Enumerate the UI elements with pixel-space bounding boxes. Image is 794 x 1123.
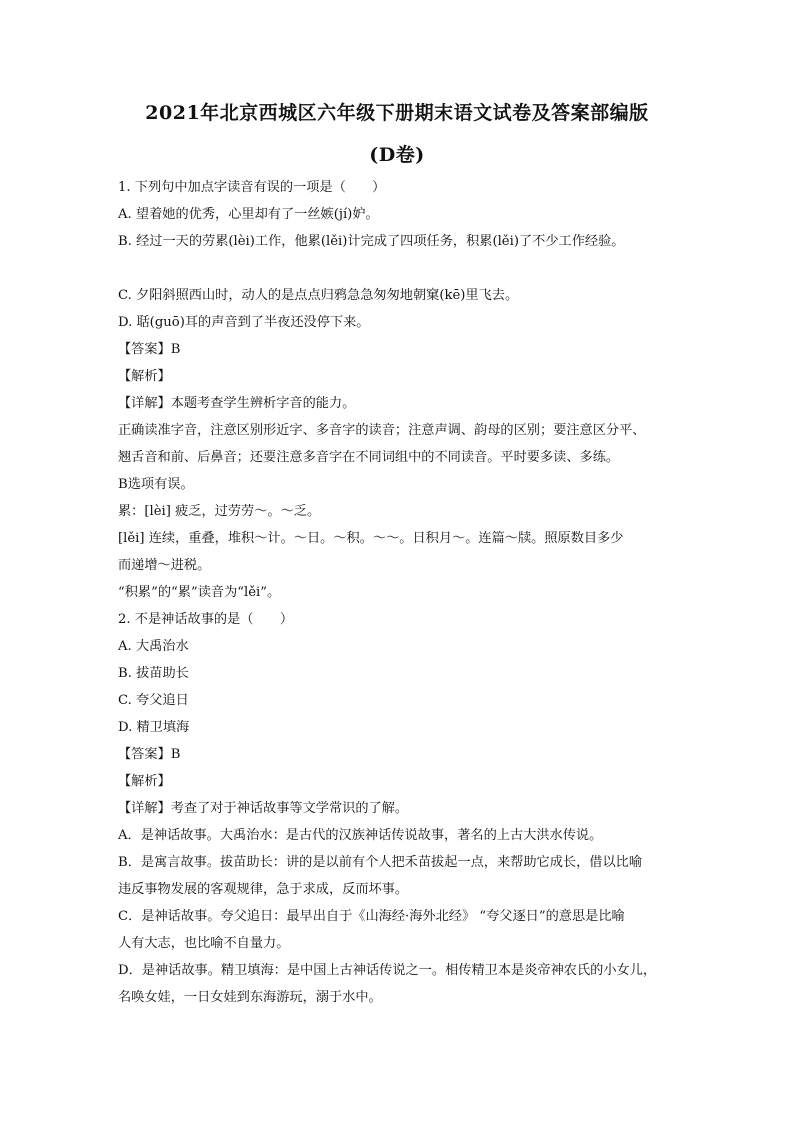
detail-text: 而递增～进税。 bbox=[118, 558, 211, 573]
question-1-option-d: D. 聒(guō)耳的声音到了半夜还没停下来。 bbox=[118, 315, 370, 330]
detail-text: 翘舌音和前、后鼻音；还要注意多音字在不同词组中的不同读音。平时要多读、多练。 bbox=[118, 450, 620, 465]
detail-text: “积累”的“累”读音为“lěi”。 bbox=[118, 585, 281, 600]
detail-text: C．是神话故事。夸父追日：最早出自于《山海经·海外北经》 “夸父逐日”的意思是比喻 bbox=[118, 909, 625, 924]
detail-text: B．是寓言故事。拔苗助长：讲的是以前有个人把禾苗拔起一点，来帮助它成长，借以比喻 bbox=[118, 855, 642, 870]
document-title: 2021年北京西城区六年级下册期末语文试卷及答案部编版 bbox=[145, 102, 649, 124]
detail-text: D．是神话故事。精卫填海：是中国上古神话传说之一。相传精卫本是炎帝神农氏的小女儿， bbox=[118, 963, 657, 978]
document-body bbox=[118, 178, 698, 1015]
detail-text: 名唤女娃，一日女娃到东海游玩，溺于水中。 bbox=[118, 990, 382, 1005]
analysis-label: 【解析】 bbox=[118, 774, 171, 789]
question-2-option-a: A. 大禹治水 bbox=[118, 639, 189, 654]
detail-text: A．是神话故事。大禹治水：是古代的汉族神话传说故事，著名的上古大洪水传说。 bbox=[118, 828, 603, 843]
analysis-label: 【解析】 bbox=[118, 369, 171, 384]
detail-text: B选项有误。 bbox=[118, 477, 194, 492]
answer-label: 【答案】B bbox=[118, 747, 181, 762]
question-1-option-a: A. 望着她的优秀，心里却有了一丝嫉(jí)妒。 bbox=[118, 207, 379, 222]
question-2-option-b: B. 拔苗助长 bbox=[118, 666, 189, 681]
question-2-stem: 2. 不是神话故事的是（ ） bbox=[118, 612, 294, 627]
detail-text: [lěi] 连续，重叠，堆积～计。～日。～积。～～。日积月～。连篇～牍。照原数目多少 bbox=[118, 531, 624, 546]
detail-text: 违反事物发展的客观规律，急于求成，反而坏事。 bbox=[118, 882, 409, 897]
detail-text: 正确读准字音，注意区别形近字、多音字的读音；注意声调、韵母的区别；要注意区分平、 bbox=[118, 423, 646, 438]
question-2-option-d: D. 精卫填海 bbox=[118, 720, 190, 735]
question-1-stem: 1. 下列句中加点字读音有误的一项是（ ） bbox=[118, 180, 386, 195]
detail-text: 累：[lèi] 疲乏，过劳劳～。～乏。 bbox=[118, 504, 321, 519]
question-1-option-b: B. 经过一天的劳累(lèi)工作，他累(lěi)计完成了四项任务，积累(lěi)了不少工作经验。 bbox=[118, 234, 625, 249]
answer-label: 【答案】B bbox=[118, 342, 181, 357]
document-title-volume: (D卷) bbox=[369, 144, 425, 166]
detail-text: 【详解】考查了对于神话故事等文学常识的了解。 bbox=[118, 801, 409, 816]
detail-text: 人有大志，也比喻不自量力。 bbox=[118, 936, 290, 951]
detail-text: 【详解】本题考查学生辨析字音的能力。 bbox=[118, 396, 356, 411]
question-2-option-c: C. 夸父追日 bbox=[118, 693, 189, 708]
question-1-option-c: C. 夕阳斜照西山时，动人的是点点归鸦急急匆匆地朝窠(kē)里飞去。 bbox=[118, 288, 519, 303]
